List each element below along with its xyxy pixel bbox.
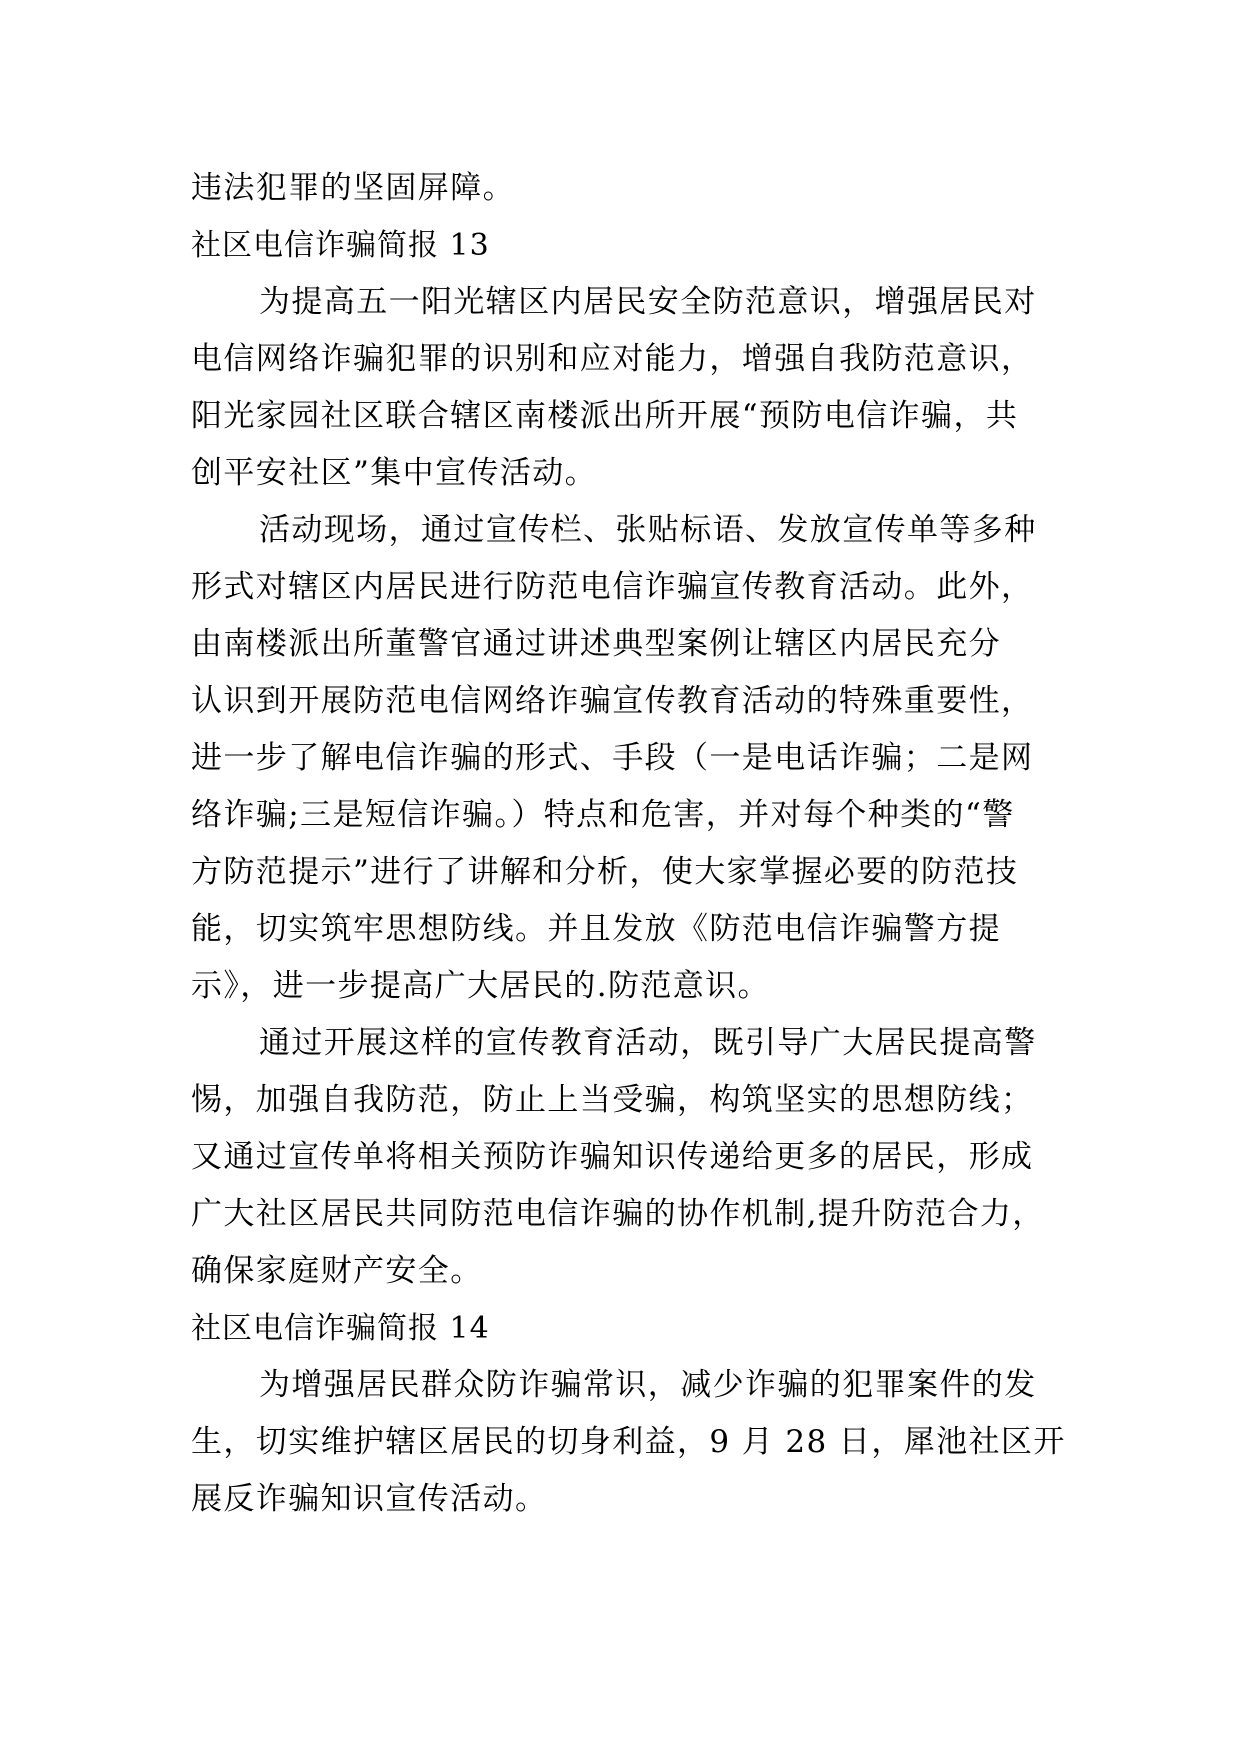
text-line: 能，切实筑牢思想防线。并且发放《防范电信诈骗警方提	[191, 911, 1001, 947]
text-line: 确保家庭财产安全。	[191, 1253, 483, 1289]
text-line: 阳光家园社区联合辖区南楼派出所开展“预防电信诈骗，共	[191, 398, 1019, 434]
text-line: 惕，加强自我防范，防止上当受骗，构筑坚实的思想防线；	[191, 1082, 1034, 1118]
section-heading: 社区电信诈骗简报 14	[191, 1311, 490, 1346]
text-line: 违法犯罪的坚固屏障。	[191, 170, 515, 206]
text-line: 形式对辖区内居民进行防范电信诈骗宣传教育活动。此外，	[191, 569, 1034, 605]
text-line: 示》，进一步提高广大居民的.防范意识。	[191, 968, 770, 1004]
text-line: 展反诈骗知识宣传活动。	[191, 1481, 548, 1517]
text-line: 广大社区居民共同防范电信诈骗的协作机制,提升防范合力，	[191, 1196, 1045, 1232]
text-line: 由南楼派出所董警官通过讲述典型案例让辖区内居民充分	[191, 626, 1001, 662]
text-line: 电信网络诈骗犯罪的识别和应对能力，增强自我防范意识，	[191, 341, 1034, 377]
text-line: 络诈骗;三是短信诈骗。）特点和危害，并对每个种类的“警	[191, 797, 1015, 833]
text-line: 方防范提示”进行了讲解和分析，使大家掌握必要的防范技	[191, 854, 1019, 890]
paragraph-first-line: 通过开展这样的宣传教育活动，既引导广大居民提高警	[259, 1025, 1037, 1061]
text-line: 生，切实维护辖区居民的切身利益，9 月 28 日，犀池社区开	[191, 1424, 1066, 1460]
text-line: 进一步了解电信诈骗的形式、手段（一是电话诈骗；二是网	[191, 740, 1034, 776]
paragraph-first-line: 活动现场，通过宣传栏、张贴标语、发放宣传单等多种	[259, 512, 1037, 548]
text-line: 认识到开展防范电信网络诈骗宣传教育活动的特殊重要性，	[191, 683, 1034, 719]
text-line: 又通过宣传单将相关预防诈骗知识传递给更多的居民，形成	[191, 1139, 1034, 1175]
document-page	[191, 160, 1066, 1528]
paragraph-first-line: 为提高五一阳光辖区内居民安全防范意识，增强居民对	[259, 284, 1037, 320]
text-line: 创平安社区”集中宣传活动。	[191, 455, 598, 491]
paragraph-first-line: 为增强居民群众防诈骗常识，减少诈骗的犯罪案件的发	[259, 1367, 1037, 1403]
section-heading: 社区电信诈骗简报 13	[191, 228, 490, 263]
